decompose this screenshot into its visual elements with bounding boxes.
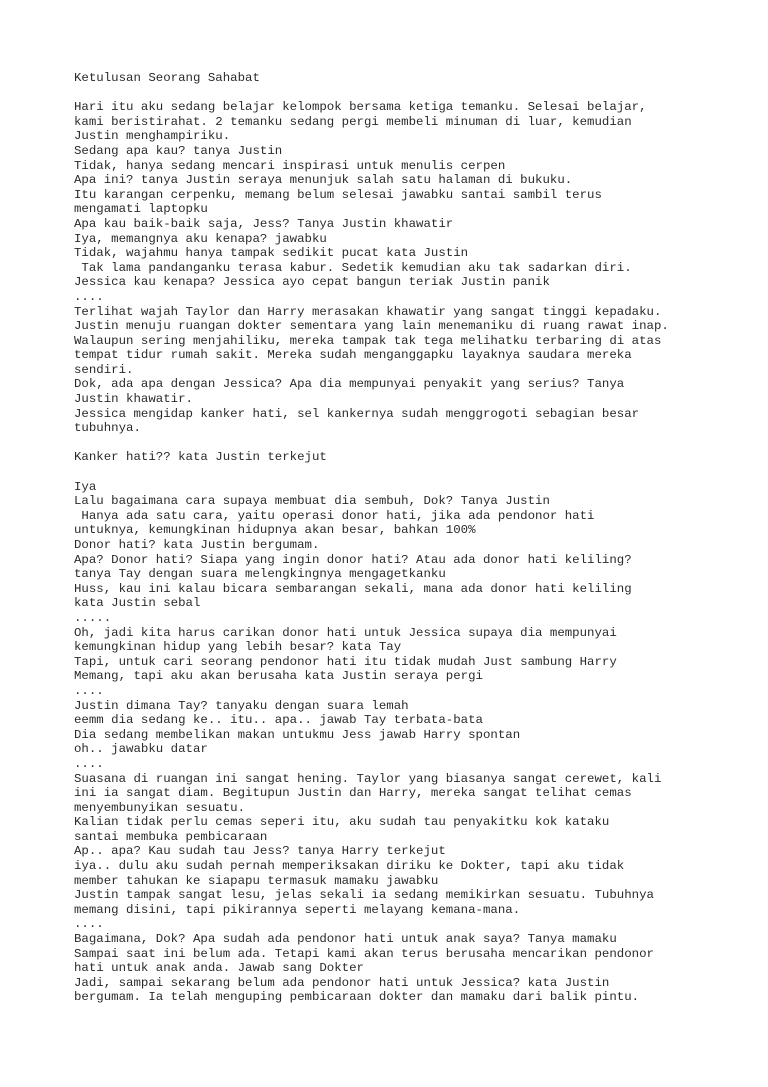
text-line: bergumam. Ia telah menguping pembicaraan dokter dan mamaku dari balik pintu. xyxy=(74,990,640,1005)
text-line: Tak lama pandanganku terasa kabur. Sedetik kemudian aku tak sadarkan diri. xyxy=(74,260,632,275)
text-line: Jessica mengidap kanker hati, sel kankernya sudah menggrogoti sebagian besar xyxy=(74,406,640,421)
text-line: ini ia sangat diam. Begitupun Justin dan Harry, mereka sangat telihat cemas xyxy=(74,786,632,801)
text-line: Dia sedang membelikan makan untukmu Jess jawab Harry spontan xyxy=(74,727,521,742)
text-line: Suasana di ruangan ini sangat hening. Taylor yang biasanya sangat cerewet, kali xyxy=(74,771,662,786)
text-line: Hanya ada satu cara, yaitu operasi donor hati, jika ada pendonor hati xyxy=(74,508,595,523)
text-line: Huss, kau ini kalau bicara sembarangan sekali, mana ada donor hati keliling xyxy=(74,581,632,596)
document-body xyxy=(74,100,708,1005)
text-line: Tidak, hanya sedang mencari inspirasi untuk menulis cerpen xyxy=(74,158,506,173)
text-line: Kalian tidak perlu cemas seperi itu, aku sudah tau penyakitku kok kataku xyxy=(74,815,610,830)
text-line: Apa kau baik-baik saja, Jess? Tanya Justin khawatir xyxy=(74,216,454,231)
text-line: Kanker hati?? kata Justin terkejut xyxy=(74,450,327,465)
text-line: iya.. dulu aku sudah pernah memperiksakan diriku ke Dokter, tapi aku tidak xyxy=(74,859,625,874)
text-line: Bagaimana, Dok? Apa sudah ada pendonor hati untuk anak saya? Tanya mamaku xyxy=(74,932,617,947)
text-line: Sedang apa kau? tanya Justin xyxy=(74,143,283,158)
text-line: Dok, ada apa dengan Jessica? Apa dia mempunyai penyakit yang serius? Tanya xyxy=(74,377,625,392)
document-title: Ketulusan Seorang Sahabat xyxy=(74,71,260,85)
paragraph-gap xyxy=(74,436,708,451)
text-line: kata Justin sebal xyxy=(74,596,201,611)
text-line: kemungkinan hidup yang lebih besar? kata Tay xyxy=(74,640,402,655)
text-line: Terlihat wajah Taylor dan Harry merasakan khawatir yang sangat tinggi kepadaku. xyxy=(74,304,662,319)
text-line: member tahukan ke siapapu termasuk mamaku jawabku xyxy=(74,873,439,888)
text-line: kami beristirahat. 2 temanku sedang pergi membeli minuman di luar, kemudian xyxy=(74,114,632,129)
text-line: untuknya, kemungkinan hidupnya akan besar, bahkan 100% xyxy=(74,523,476,538)
text-line: Donor hati? kata Justin bergumam. xyxy=(74,538,320,552)
text-line: hati untuk anak anda. Jawab sang Dokter xyxy=(74,961,364,976)
text-line: Apa? Donor hati? Siapa yang ingin donor hati? Atau ada donor hati keliling? xyxy=(74,552,632,567)
text-line: menyembunyikan sesuatu. xyxy=(74,800,246,815)
text-line: Justin dimana Tay? tanyaku dengan suara lemah xyxy=(74,698,409,713)
text-line: sendiri. xyxy=(74,362,134,377)
text-line: oh.. jawabku datar xyxy=(74,742,208,757)
paragraph-gap xyxy=(74,86,708,101)
text-line: Memang, tapi aku akan berusaha kata Justin seraya pergi xyxy=(74,669,483,684)
text-line: Jadi, sampai sekarang belum ada pendonor hati untuk Jessica? kata Justin xyxy=(74,975,610,990)
text-line: tanya Tay dengan suara melengkingnya mengagetkanku xyxy=(74,567,446,582)
text-line: Lalu bagaimana cara supaya membuat dia sembuh, Dok? Tanya Justin xyxy=(74,494,550,509)
text-line: Jessica kau kenapa? Jessica ayo cepat bangun teriak Justin panik xyxy=(74,275,550,290)
text-line: Justin khawatir. xyxy=(74,392,193,407)
text-line: Hari itu aku sedang belajar kelompok bersama ketiga temanku. Selesai belajar, xyxy=(74,100,647,115)
text-line: Ap.. apa? Kau sudah tau Jess? tanya Harry terkejut xyxy=(74,844,446,859)
text-line: Iya xyxy=(74,479,97,494)
text-line: Iya, memangnya aku kenapa? jawabku xyxy=(74,231,327,246)
text-line: .... xyxy=(74,289,104,304)
paragraph-gap xyxy=(74,465,708,480)
text-line: .... xyxy=(74,683,104,698)
text-line: Tidak, wajahmu hanya tampak sedikit pucat kata Justin xyxy=(74,246,469,261)
text-line: Justin tampak sangat lesu, jelas sekali ia sedang memikirkan sesuatu. Tubuhnya xyxy=(74,888,654,903)
text-line: .... xyxy=(74,756,104,771)
text-line: Apa ini? tanya Justin seraya menunjuk salah satu halaman di bukuku. xyxy=(74,173,573,188)
text-line: ..... xyxy=(74,610,112,625)
text-line: mengamati laptopku xyxy=(74,202,208,217)
text-line: .... xyxy=(74,917,104,932)
text-line: tubuhnya. xyxy=(74,421,141,436)
text-line: Oh, jadi kita harus carikan donor hati untuk Jessica supaya dia mempunyai xyxy=(74,625,617,640)
text-line: Walaupun sering menjahiliku, mereka tampak tak tega melihatku terbaring di atas xyxy=(74,333,662,348)
text-line: Itu karangan cerpenku, memang belum selesai jawabku santai sambil terus xyxy=(74,187,602,202)
text-line: tempat tidur rumah sakit. Mereka sudah menganggapku layaknya saudara mereka xyxy=(74,348,632,363)
text-line: memang disini, tapi pikirannya seperti melayang kemana-mana. xyxy=(74,902,521,917)
text-line: santai membuka pembicaraan xyxy=(74,829,268,844)
text-line: Justin menghampiriku. xyxy=(74,129,231,144)
text-line: Tapi, untuk cari seorang pendonor hati itu tidak mudah Just sambung Harry xyxy=(74,654,617,669)
text-line: Sampai saat ini belum ada. Tetapi kami akan terus berusaha mencarikan pendonor xyxy=(74,946,654,961)
text-line: Justin menuju ruangan dokter sementara yang lain menemaniku di ruang rawat inap. xyxy=(74,319,669,334)
text-line: eemm dia sedang ke.. itu.. apa.. jawab Tay terbata-bata xyxy=(74,713,483,728)
